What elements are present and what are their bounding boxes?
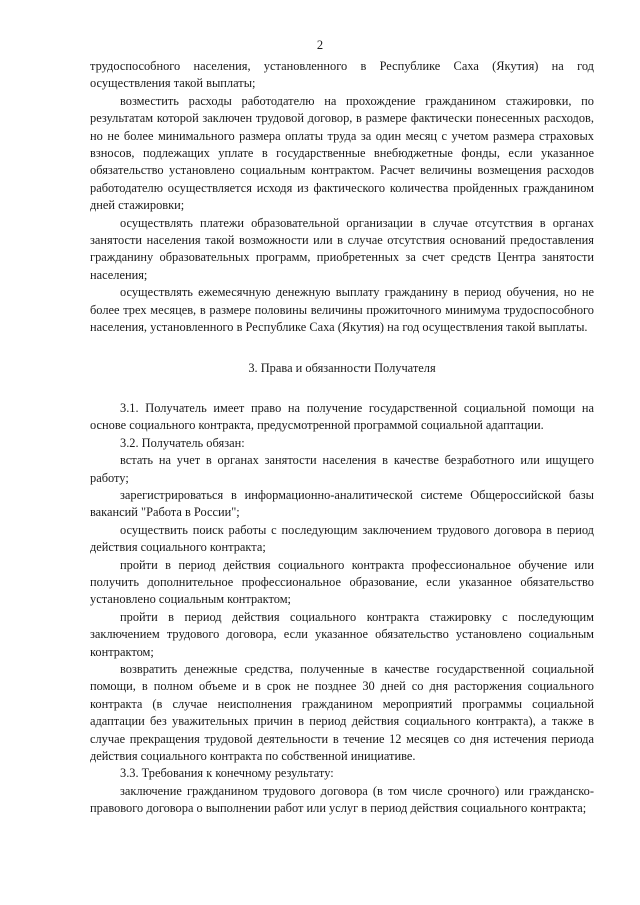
paragraph: осуществлять ежемесячную денежную выплату гражданину в период обучения, но не более трех месяцев, в размере половины величины прожиточного минимума трудоспособного населения, установленного в Республике Саха (Якутия) на год осуществления такой выплаты. [90,285,594,335]
paragraph: встать на учет в органах занятости населения в качестве безработного или ищущего работу; [90,453,594,485]
paragraph: пройти в период действия социального контракта стажировку с последующим заключением трудового договора, если указанное обязательство установлено социальным контрактом; [90,609,594,659]
paragraph: осуществить поиск работы с последующим заключением трудового договора в период действия социального контракта; [90,522,594,555]
paragraph: пройти в период действия социального контракта профессиональное обучение или получить дополнительное профессиональное образование, если указанное обязательство установлено социальным контрактом; [90,557,594,607]
paragraph: 3.3. Требования к конечному результату: [120,766,334,781]
section-heading: 3. Права и обязанности Получателя [248,360,436,375]
paragraph: 3.1. Получатель имеет право на получение государственной социальной помощи на основе социального контракта, предусмотренной программой социальной адаптации. [90,400,594,433]
document-body [90,58,594,818]
paragraph: осуществлять платежи образовательной организации в случае отсутствия в органах занятости населения такой возможности или в случае отсутствия оснований предоставления гражданину образовательных программ, приобретенных за счет средств Центра занятости населения; [90,215,594,282]
paragraph: трудоспособного населения, установленного в Республике Саха (Якутия) на год осуществления такой выплаты; [90,59,594,91]
paragraph: зарегистрироваться в информационно-аналитической системе Общероссийской базы вакансий "Работа в России"; [90,487,594,520]
paragraph: возместить расходы работодателю на прохождение гражданином стажировки, по результатам которой заключен трудовой договор, в размере фактически понесенных расходов, но не более минимального размера оплаты труда за один месяц с учетом размера страховых взносов, подлежащих уплате в государственные внебюджетные фонды, если указанное обязательство установлено социальным контрактом. Расчет величины возмещения расходов работодателю осуществляется исходя из фактического количества пройденных гражданином дней стажировки; [90,93,594,213]
paragraph: возвратить денежные средства, полученные в качестве государственной социальной помощи, в полном объеме и в срок не позднее 30 дней со дня расторжения социального контракта (в случае неисполнения гражданином мероприятий программы социальной адаптации без уважительных причин в период действия социального контракта), а также в случае прекращения трудовой деятельности в течение 12 месяцев со дня истечения периода действия социального контракта по собственной инициативе. [90,662,594,764]
page-number: 2 [316,38,324,52]
paragraph: заключение гражданином трудового договора (в том числе срочного) или гражданско-правового договора о выполнении работ или услуг в период действия социального контракта; [90,783,594,816]
paragraph: 3.2. Получатель обязан: [120,435,245,450]
